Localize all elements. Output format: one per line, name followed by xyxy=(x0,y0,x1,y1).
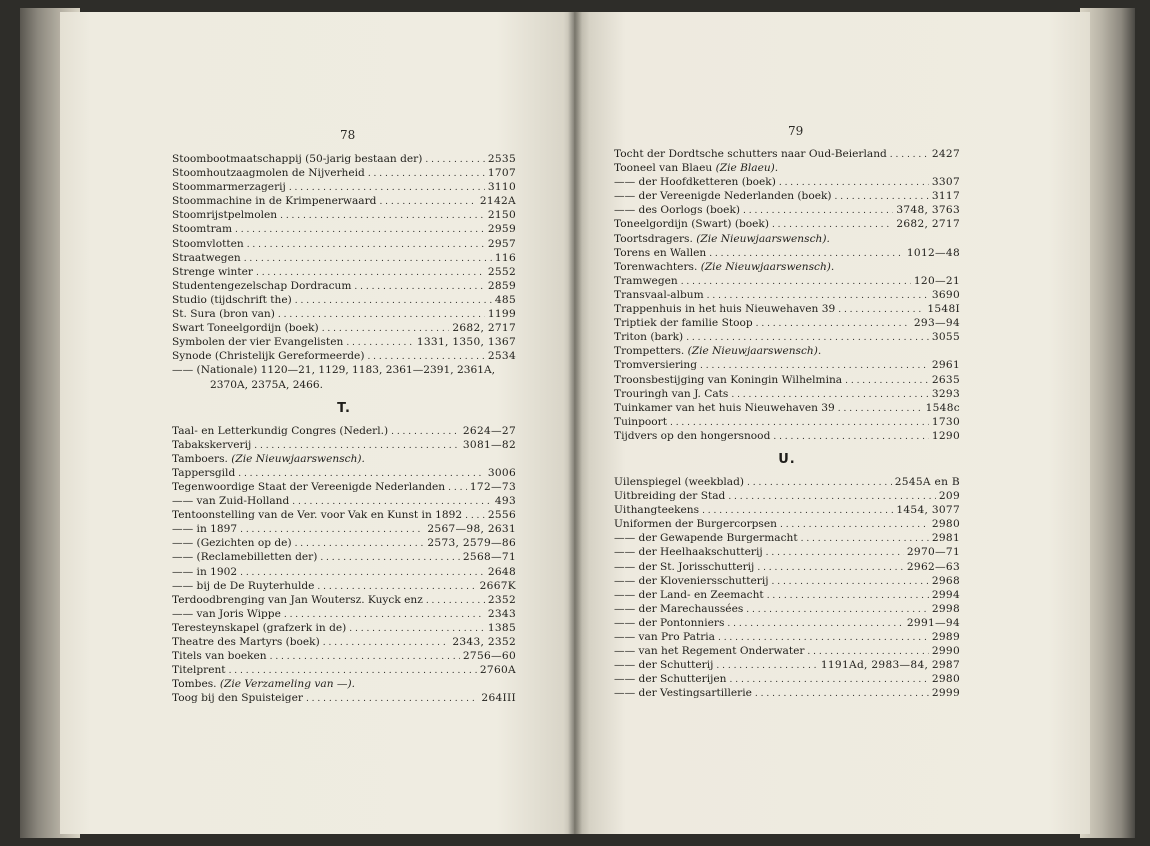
entry-reference: 2968 xyxy=(931,574,960,587)
index-entry xyxy=(614,147,960,161)
dot-leader xyxy=(727,616,903,631)
tamboers-ref: (Zie Nieuwjaarswensch). xyxy=(231,452,365,465)
entry-reference: 120—21 xyxy=(913,274,960,287)
entry-reference: 2635 xyxy=(931,373,960,386)
entry-reference: 2427 xyxy=(931,148,960,160)
dot-leader xyxy=(229,663,477,678)
index-entry xyxy=(172,565,516,579)
index-entry xyxy=(614,574,960,588)
index-entry xyxy=(172,152,516,166)
entry-label: —— van Zuid-Holland xyxy=(172,495,290,508)
dot-leader xyxy=(317,579,476,594)
dot-leader xyxy=(448,480,467,495)
dot-leader xyxy=(779,175,929,190)
index-entry xyxy=(172,265,516,279)
entry-label: —— (Gezichten op de) xyxy=(172,537,292,550)
index-entry xyxy=(172,279,516,293)
toortsdragers-entry xyxy=(614,232,960,246)
entry-reference: 2556 xyxy=(487,509,516,522)
entry-reference: 2667K xyxy=(479,579,516,592)
entry-label: Terdoodbrenging van Jan Woutersz. Kuyck enz xyxy=(172,593,423,606)
entry-reference: 2682, 2717 xyxy=(896,218,960,231)
entry-label: Stoomhoutzaagmolen de Nijverheid xyxy=(172,167,365,180)
entry-label: Tuinkamer van het huis Nieuwehaven 39 xyxy=(614,401,835,414)
dot-leader xyxy=(284,607,485,622)
entry-reference: 264III xyxy=(481,692,516,705)
dot-leader xyxy=(240,565,485,580)
torenwachters-label: Torenwachters. xyxy=(614,260,698,273)
entry-reference: 2756—60 xyxy=(462,650,516,663)
index-entry xyxy=(614,358,960,372)
dot-leader xyxy=(391,424,460,439)
index-entry xyxy=(614,531,960,545)
dot-leader xyxy=(270,649,460,664)
entry-label: —— der Gewapende Burgermacht xyxy=(614,532,798,545)
entry-reference: 1199 xyxy=(487,308,516,321)
entry-label: —— der Marechaussées xyxy=(614,602,744,615)
entry-label: Transvaal-album xyxy=(614,288,704,301)
entry-reference: 2981 xyxy=(931,532,960,545)
entry-reference: 2980 xyxy=(931,518,960,531)
entry-reference: 2343, 2352 xyxy=(452,636,516,648)
entry-label: —— der Heelhaakschutterij xyxy=(614,546,763,559)
entry-label: —— der Hoofdketteren (boek) xyxy=(614,176,776,189)
dot-leader xyxy=(349,621,485,636)
entry-label: Tramwegen xyxy=(614,274,678,287)
index-entry xyxy=(172,208,516,222)
entry-label: —— bij de De Ruyterhulde xyxy=(172,579,315,592)
dot-leader xyxy=(731,387,928,402)
dot-leader xyxy=(256,265,485,280)
dot-leader xyxy=(346,335,414,350)
index-entry xyxy=(614,475,960,489)
entry-reference: 2535 xyxy=(487,153,516,165)
index-entry xyxy=(614,302,960,316)
entry-label: Studio (tijdschrift the) xyxy=(172,293,292,306)
entry-reference: 116 xyxy=(494,251,516,264)
torenwachters-entry xyxy=(614,260,960,274)
entry-reference: 1290 xyxy=(931,429,960,442)
entry-reference: 1454, 3077 xyxy=(896,504,960,517)
dot-leader xyxy=(835,189,929,204)
book-gutter xyxy=(568,12,582,834)
entry-reference: 1012—48 xyxy=(906,246,960,259)
entry-reference: 1548c xyxy=(925,401,960,414)
index-entry xyxy=(172,321,516,335)
dot-leader xyxy=(686,330,929,345)
entry-label: Tuinpoort xyxy=(614,415,667,428)
dot-leader xyxy=(295,293,492,308)
entry-label: Stoomrijstpelmolen xyxy=(172,209,278,222)
index-entry xyxy=(614,588,960,602)
entry-label: Tocht der Dordtsche schutters naar Oud-Beierland xyxy=(614,148,887,160)
index-entry xyxy=(172,222,516,236)
dot-leader xyxy=(746,602,929,617)
dot-leader xyxy=(767,588,929,603)
entry-reference: 3055 xyxy=(931,331,960,344)
torenwachters-ref: (Zie Nieuwjaarswensch). xyxy=(700,260,835,273)
entry-reference: 2989 xyxy=(931,631,960,643)
dot-leader xyxy=(247,237,485,252)
entry-label: Stoommarmerzagerij xyxy=(172,181,286,194)
entry-reference: 2980 xyxy=(931,673,960,686)
dot-leader xyxy=(807,644,928,659)
dot-leader xyxy=(425,152,484,167)
dot-leader xyxy=(702,503,893,518)
index-entry xyxy=(614,387,960,401)
dot-leader xyxy=(323,635,450,650)
entry-label: Theatre des Martyrs (boek) xyxy=(172,636,320,648)
entry-reference: 209 xyxy=(938,490,960,503)
entry-label: Triptiek der familie Stoop xyxy=(614,317,753,330)
index-entry xyxy=(172,307,516,321)
dot-leader xyxy=(322,321,450,336)
entry-reference: 3081—82 xyxy=(462,438,516,451)
dot-leader xyxy=(465,508,485,523)
entry-reference: 2568—71 xyxy=(462,551,516,564)
entry-reference: 2142A xyxy=(479,195,516,208)
index-entry xyxy=(614,316,960,330)
dot-leader xyxy=(730,672,929,687)
dot-leader xyxy=(838,401,923,416)
dot-leader xyxy=(755,686,929,701)
tombes-ref: (Zie Verzameling van —). xyxy=(219,678,355,691)
dot-leader xyxy=(367,349,484,364)
dot-leader xyxy=(890,147,929,162)
trompetters-ref: (Zie Nieuwjaarswensch). xyxy=(687,345,822,358)
index-entry xyxy=(172,349,516,363)
entry-reference: 3307 xyxy=(931,176,960,189)
entry-label: —— (Reclamebilletten der) xyxy=(172,551,318,564)
index-entry xyxy=(172,480,516,494)
index-entry xyxy=(614,274,960,288)
index-entry xyxy=(172,607,516,621)
dot-leader xyxy=(772,217,893,232)
index-entry xyxy=(172,635,516,649)
index-entry xyxy=(614,401,960,415)
dot-leader xyxy=(278,307,485,322)
right-page-number: 79 xyxy=(788,124,804,138)
dot-leader xyxy=(292,494,492,509)
entry-label: —— der St. Jorisschutterij xyxy=(614,560,755,573)
entry-reference: 485 xyxy=(494,293,516,306)
tamboers-label: Tamboers. xyxy=(172,452,228,465)
entry-label: Symbolen der vier Evangelisten xyxy=(172,336,344,349)
entry-label: Stoomvlotten xyxy=(172,237,244,250)
toortsdragers-ref: (Zie Nieuwjaarswensch). xyxy=(696,232,830,245)
entry-reference: 2573, 2579—86 xyxy=(427,537,516,550)
entry-label: Torens en Wallen xyxy=(614,246,707,259)
entry-reference: 2352 xyxy=(487,593,516,606)
entry-label: —— van Joris Wippe xyxy=(172,607,281,620)
index-entry xyxy=(614,503,960,517)
left-page-number: 78 xyxy=(340,128,356,142)
entry-label: Uilenspiegel (weekblad) xyxy=(614,475,745,488)
entry-label: —— in 1897 xyxy=(172,523,238,536)
index-entry xyxy=(614,217,960,231)
index-entry xyxy=(172,237,516,251)
entry-reference: 2760A xyxy=(479,664,516,677)
index-entry xyxy=(614,517,960,531)
entry-reference: 1331, 1350, 1367 xyxy=(416,336,516,349)
entry-label: Trouringh van J. Cats xyxy=(614,387,729,400)
toortsdragers-label: Toortsdragers. xyxy=(614,232,693,245)
index-entry xyxy=(172,522,516,536)
index-entry xyxy=(614,288,960,302)
entry-reference: 3110 xyxy=(487,181,516,194)
entry-label: Stoombootmaatschappij (50-jarig bestaan der) xyxy=(172,153,423,165)
dot-leader xyxy=(295,536,425,551)
entry-label: Trappenhuis in het huis Nieuwehaven 39 xyxy=(614,303,836,316)
entry-label: —— der Schutterij xyxy=(614,659,714,672)
dot-leader xyxy=(700,358,929,373)
index-entry xyxy=(614,602,960,616)
entry-label: Synode (Christelijk Gereformeerde) xyxy=(172,350,365,363)
dot-leader xyxy=(254,438,460,453)
dot-leader xyxy=(780,517,929,532)
entry-reference: 2682, 2717 xyxy=(452,322,516,335)
index-entry xyxy=(172,649,516,663)
entry-reference: 3690 xyxy=(931,288,960,301)
index-entry xyxy=(172,593,516,607)
dot-leader xyxy=(244,251,492,266)
tooneel-label: Tooneel van Blaeu xyxy=(614,162,713,175)
entry-label: Tabakskerverij xyxy=(172,438,252,451)
index-entry xyxy=(172,293,516,307)
dot-leader xyxy=(707,288,929,303)
dot-leader xyxy=(801,531,929,546)
dot-leader xyxy=(772,574,929,589)
index-entry xyxy=(614,658,960,672)
entry-label: Stoomtram xyxy=(172,223,232,236)
index-entry xyxy=(614,246,960,260)
entry-label: —— in 1902 xyxy=(172,565,238,578)
dot-leader xyxy=(709,246,904,261)
tombes-label: Tombes. xyxy=(172,678,217,691)
entry-reference: 293—94 xyxy=(913,317,960,330)
dot-leader xyxy=(757,560,904,575)
entry-reference: 2552 xyxy=(487,265,516,278)
entry-reference: 2991—94 xyxy=(906,616,960,629)
index-entry xyxy=(172,579,516,593)
entry-label: —— des Oorlogs (boek) xyxy=(614,204,741,217)
entry-reference: 2998 xyxy=(931,602,960,615)
index-entry xyxy=(614,175,960,189)
entry-label: Tromversiering xyxy=(614,359,698,372)
index-entry xyxy=(172,466,516,480)
entry-label: Titels van boeken xyxy=(172,650,267,663)
entry-label: Strenge winter xyxy=(172,265,253,278)
index-entry xyxy=(614,616,960,630)
dot-leader xyxy=(379,194,476,209)
dot-leader xyxy=(743,203,893,218)
index-entry xyxy=(172,508,516,522)
entry-label: —— der Vereenigde Nederlanden (boek) xyxy=(614,190,832,203)
index-entry xyxy=(172,335,516,349)
entry-label: Troonsbestijging van Koningin Wilhelmina xyxy=(614,373,843,386)
tooneel-entry xyxy=(614,161,960,175)
index-entry xyxy=(614,489,960,503)
entry-reference: 2545A en B xyxy=(894,475,960,488)
entry-label: Uniformen der Burgercorpsen xyxy=(614,518,777,531)
index-entry xyxy=(172,251,516,265)
index-entry xyxy=(172,621,516,635)
dot-leader xyxy=(716,658,817,673)
entry-reference: 3748, 3763 xyxy=(896,204,960,217)
entry-label: St. Sura (bron van) xyxy=(172,308,275,321)
entry-reference: 172—73 xyxy=(469,480,516,493)
entry-label: Teresteynskapel (grafzerk in de) xyxy=(172,621,347,634)
dot-leader xyxy=(240,522,424,537)
entry-reference: 2999 xyxy=(931,687,960,700)
synode-nationale-line: —— (Nationale) 1120—21, 1129, 1183, 2361—2391, 2361A, xyxy=(172,364,495,377)
index-entry xyxy=(614,686,960,700)
entry-label: Tentoonstelling van de Ver. voor Vak en Kunst in 1892 xyxy=(172,509,463,522)
entry-reference: 2957 xyxy=(487,237,516,250)
entry-reference: 493 xyxy=(494,495,516,508)
entry-reference: 2961 xyxy=(931,359,960,372)
entry-reference: 1730 xyxy=(931,415,960,428)
index-entry xyxy=(172,663,516,677)
entry-reference: 3006 xyxy=(487,466,516,479)
entry-label: —— der Pontonniers xyxy=(614,616,725,629)
index-entry xyxy=(172,194,516,208)
index-entry xyxy=(172,494,516,508)
tombes-entry xyxy=(172,677,516,691)
index-entry xyxy=(614,189,960,203)
index-entry xyxy=(172,166,516,180)
dot-leader xyxy=(426,593,485,608)
index-entry xyxy=(614,415,960,429)
entry-reference: 3293 xyxy=(931,387,960,400)
dot-leader xyxy=(238,466,485,481)
entry-reference: 2534 xyxy=(487,350,516,363)
entry-label: —— der Vestingsartillerie xyxy=(614,687,752,700)
dot-leader xyxy=(306,691,478,706)
entry-label: —— der Schutterijen xyxy=(614,673,727,686)
index-entry xyxy=(172,180,516,194)
dot-leader xyxy=(670,415,929,430)
dot-leader xyxy=(354,279,484,294)
entry-label: Tijdvers op den hongersnood xyxy=(614,429,771,442)
index-entry xyxy=(614,330,960,344)
entry-label: Tappersgild xyxy=(172,466,236,479)
entry-reference: 2990 xyxy=(931,645,960,658)
entry-reference: 2994 xyxy=(931,588,960,601)
entry-reference: 1707 xyxy=(487,167,516,180)
dot-leader xyxy=(718,630,929,645)
entry-label: Straatwegen xyxy=(172,251,241,264)
entry-label: Taal- en Letterkundig Congres (Nederl.) xyxy=(172,424,389,437)
dot-leader xyxy=(235,222,485,237)
dot-leader xyxy=(773,429,928,444)
index-entry xyxy=(172,550,516,564)
entry-label: Studentengezelschap Dordracum xyxy=(172,279,352,292)
synode-nationale-continuation: 2370A, 2375A, 2466. xyxy=(210,378,324,391)
dot-leader xyxy=(756,316,911,331)
dot-leader xyxy=(289,180,485,195)
entry-reference: 1385 xyxy=(487,621,516,634)
dot-leader xyxy=(280,208,485,223)
entry-reference: 3117 xyxy=(931,190,960,203)
index-entry xyxy=(614,560,960,574)
entry-reference: 2859 xyxy=(487,279,516,292)
index-entry xyxy=(614,203,960,217)
right-index-column xyxy=(614,147,960,700)
entry-label: Uitbreiding der Stad xyxy=(614,490,726,503)
entry-reference: 2150 xyxy=(487,209,516,222)
entry-label: Tegenwoordige Staat der Vereenigde Nederlanden xyxy=(172,480,446,493)
index-entry xyxy=(614,429,960,443)
entry-label: Toneelgordijn (Swart) (boek) xyxy=(614,218,769,231)
index-entry xyxy=(614,644,960,658)
entry-label: Titelprent xyxy=(172,664,226,677)
section-heading-u: U. xyxy=(778,451,796,467)
dot-leader xyxy=(766,545,904,560)
entry-reference: 2624—27 xyxy=(462,424,516,437)
index-entry xyxy=(614,373,960,387)
entry-label: —— van Pro Patria xyxy=(614,631,715,643)
index-entry xyxy=(614,545,960,559)
index-entry xyxy=(172,691,516,705)
dot-leader xyxy=(838,302,924,317)
entry-reference: 2962—63 xyxy=(906,560,960,573)
dot-leader xyxy=(368,166,485,181)
left-index-column xyxy=(172,152,516,705)
dot-leader xyxy=(747,475,892,490)
entry-label: —— der Land- en Zeemacht xyxy=(614,588,764,601)
entry-label: Stoommachine in de Krimpenerwaard xyxy=(172,195,377,208)
index-entry xyxy=(172,424,516,438)
entry-label: —— van het Regement Onderwater xyxy=(614,645,805,658)
entry-reference: 1548I xyxy=(927,303,960,316)
tamboers-entry xyxy=(172,452,516,466)
dot-leader xyxy=(320,550,460,565)
dot-leader xyxy=(681,274,911,289)
entry-reference: 2648 xyxy=(487,565,516,578)
index-entry xyxy=(172,536,516,550)
entry-reference: 2567—98, 2631 xyxy=(427,523,516,536)
entry-label: —— der Kloveniersschutterij xyxy=(614,574,769,587)
entry-label: Uithangteekens xyxy=(614,504,700,517)
entry-label: Triton (bark) xyxy=(614,331,684,344)
entry-reference: 1191Ad, 2983—84, 2987 xyxy=(820,659,960,672)
index-entry xyxy=(614,672,960,686)
section-heading-t: T. xyxy=(337,400,351,416)
entry-label: Toog bij den Spuisteiger xyxy=(172,692,303,705)
dot-leader xyxy=(845,373,929,388)
entry-reference: 2970—71 xyxy=(906,546,960,559)
index-entry xyxy=(614,630,960,644)
trompetters-label: Trompetters. xyxy=(614,345,685,358)
trompetters-entry xyxy=(614,344,960,358)
entry-reference: 2343 xyxy=(487,607,516,620)
index-entry xyxy=(172,438,516,452)
tooneel-ref: (Zie Blaeu). xyxy=(715,162,779,175)
dot-leader xyxy=(728,489,936,504)
entry-label: Swart Toneelgordijn (boek) xyxy=(172,322,319,335)
entry-reference: 2959 xyxy=(487,223,516,236)
